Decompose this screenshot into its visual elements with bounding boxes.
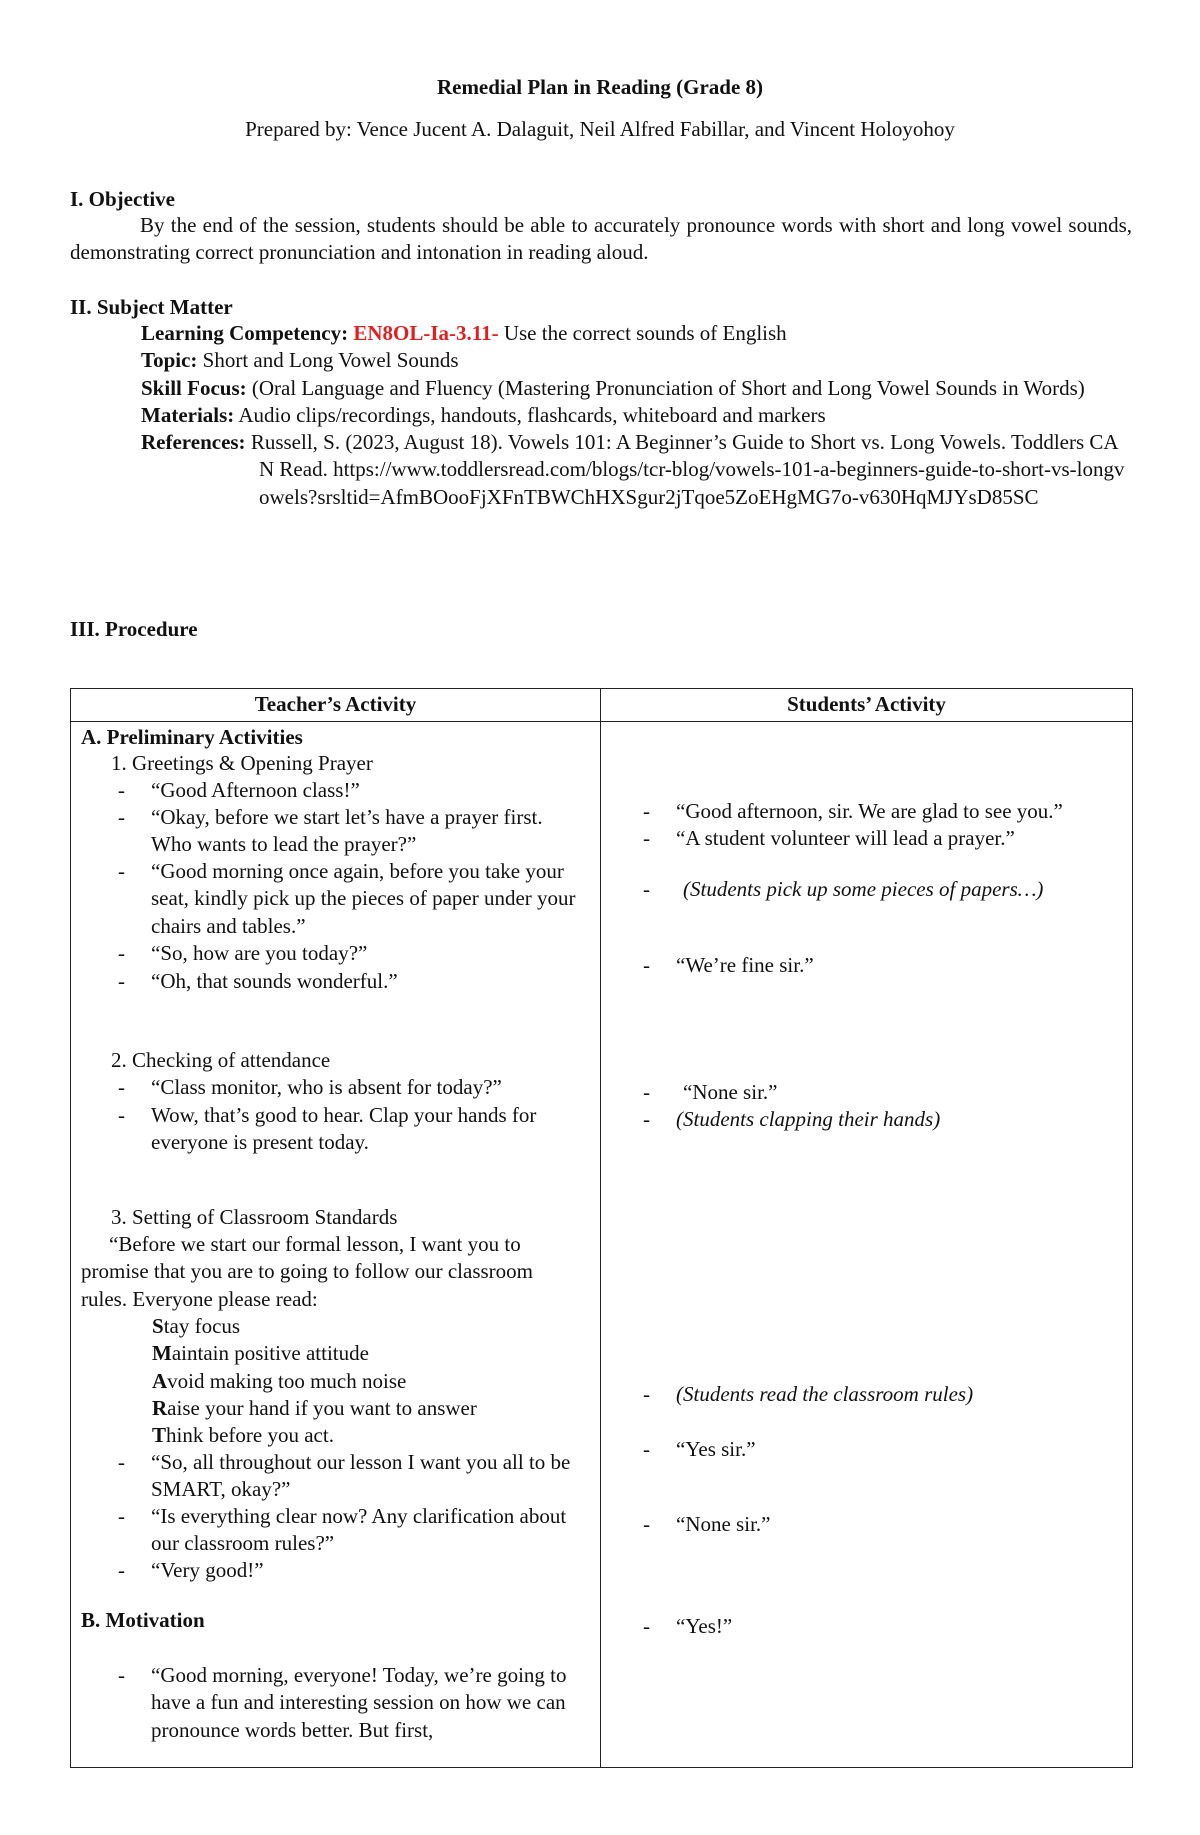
list-item: Avoid making too much noise [152, 1368, 407, 1393]
standards-heading: 3. Setting of Classroom Standards [111, 1205, 398, 1229]
competency-label: Learning Competency: [141, 321, 349, 345]
students-column-header: Students’ Activity [601, 689, 1133, 722]
materials-row [141, 402, 1131, 429]
procedure-heading: III. Procedure [70, 617, 198, 641]
students-cell: - “Good afternoon, sir. We are glad to see you.” - “A student volunteer will lead a prayer.” - (Students pick up some pieces of papers…) - “We’re fine sir.” - “None sir.” - (Students clapping their hands) - (Students read the classroom rules) - “Yes sir.” - “None sir.” - “Yes!” [601, 722, 1133, 1768]
list-item: Think before you act. [152, 1423, 334, 1448]
procedure-table [70, 688, 1133, 1768]
table-header-row [71, 689, 1133, 722]
list-item: Stay focus [152, 1314, 241, 1338]
references-label: References: [141, 430, 246, 455]
skill-label: Skill Focus: [141, 375, 247, 400]
list-item: Raise your hand if you want to answer [152, 1395, 477, 1420]
objective-text: By the end of the session, students should be able to accurately pronounce words with short and long vowel sounds, demonstrating correct pronunciation and intonation in reading aloud. [70, 213, 1132, 265]
topic-label: Topic: [141, 348, 198, 373]
prepared-by: Prepared by: Vence Jucent A. Dalaguit, Neil Alfred Fabillar, and Vincent Holoyohoy [245, 117, 955, 141]
subject-matter-block [141, 320, 1131, 511]
skill-text: (Oral Language and Fluency (Mastering Pronunciation of Short and Long Vowel Sounds in Words) [251, 375, 1085, 400]
attendance-heading: 2. Checking of attendance [111, 1048, 331, 1072]
section-b-heading: B. Motivation [81, 1608, 205, 1632]
teacher-column-header: Teacher’s Activity [71, 689, 601, 722]
topic-row [141, 347, 1131, 374]
table-body-row [71, 722, 1133, 1768]
references-text: Russell, S. (2023, August 18). Vowels 101: A Beginner’s Guide to Short vs. Long Vowels. Toddlers CAN Read. https://www.toddlersread.com/blogs/tcr-blog/vowels-101-a-beginners-guide-to-short-vs-longvowels?srsltid=AfmBOooFjXFnTBWChHXSgur2jTqoe5ZoEHgMG7o-v630HqMJYsD85SC [250, 430, 1125, 509]
skill-row [141, 375, 1131, 402]
document-title: Remedial Plan in Reading (Grade 8) [436, 75, 764, 99]
materials-label: Materials: [141, 402, 235, 427]
topic-text: Short and Long Vowel Sounds [202, 348, 459, 373]
materials-text: Audio clips/recordings, handouts, flashcards, whiteboard and markers [238, 402, 826, 427]
objective-heading: I. Objective [70, 187, 175, 211]
smart-list [152, 1313, 477, 1449]
competency-row [141, 320, 1131, 347]
competency-code: EN8OL-Ia-3.11- [353, 321, 499, 345]
greetings-heading: 1. Greetings & Opening Prayer [111, 751, 373, 775]
list-item: Maintain positive attitude [152, 1341, 369, 1366]
section-a-heading: A. Preliminary Activities [81, 725, 303, 749]
competency-text: Use the correct sounds of English [503, 321, 787, 345]
references-row [141, 429, 1131, 511]
standards-intro: “Before we start our formal lesson, I want you to promise that you are to going to follow our classroom rules. Everyone please read: [81, 1232, 534, 1311]
subject-matter-heading: II. Subject Matter [70, 295, 233, 319]
teacher-cell: A. Preliminary Activities 1. Greetings & Opening Prayer - “Good Afternoon class!” - “Okay, before we start let’s have a prayer first. Who wants to lead the prayer?” - “Good morning once again, before you take your seat, kindly pick up the pieces of paper under your chairs and tables.” - “So, how are you today?” - “Oh, that sounds wonderful.” 2. Checking of attendance - “Class monitor, who is absent for today?” - Wow, that’s good to hear. Clap your hands for everyone is present today. 3. Setting of Classroom Standards “Before we start our formal lesson, I want you to promise that you are to going to follow our classroom rules. Everyone please read: Stay focus Maintain positive attitude Avoid making too much noise Raise your hand if you want to answer Think before you act. - “So, all throughout our lesson I want you all to be SMART, okay?” - “Is everything clear now? Any clarification about our classroom rules?” - “Very good!” B. Motivation - “Good morning, everyone! Today, we’re going to have a fun and interesting session on how we can pronounce words better. But first, [71, 722, 601, 1768]
